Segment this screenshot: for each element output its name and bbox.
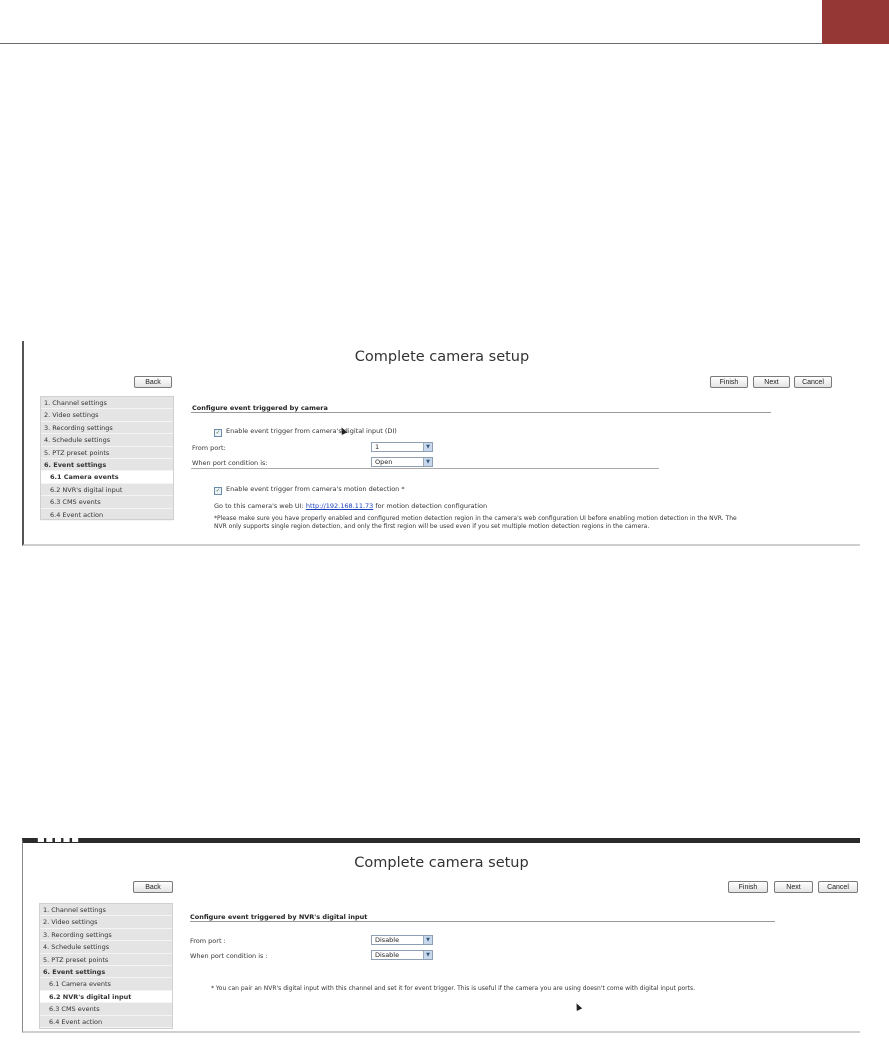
sidebar-item-cms-events[interactable]: 6.3 CMS events <box>41 496 173 508</box>
section-title: Configure event triggered by camera <box>192 404 328 412</box>
di-trigger-option <box>214 427 397 437</box>
separator-rule <box>191 468 659 469</box>
from-port-label: From port : <box>190 937 226 945</box>
sidebar-item-event-settings[interactable]: 6. Event settings <box>41 459 173 471</box>
note-line: NVR only supports single region detection, and only the first region will be used even if you set multiple motion detection regions in the camera. <box>214 522 650 530</box>
from-port-select[interactable] <box>371 935 433 945</box>
page-title: Complete camera setup <box>354 349 530 365</box>
page-title: Complete camera setup <box>354 855 529 871</box>
finish-button[interactable]: Finish <box>710 376 748 388</box>
sidebar-item-camera-events[interactable]: 6.1 Camera events <box>41 471 173 483</box>
back-button[interactable]: Back <box>134 376 172 388</box>
section-rule <box>191 412 771 413</box>
cancel-button[interactable]: Cancel <box>818 881 858 893</box>
motion-trigger-checkbox[interactable]: ✓ <box>215 488 221 494</box>
section-title: Configure event triggered by NVR's digital input <box>190 913 368 921</box>
chevron-down-icon: ▼ <box>423 443 432 451</box>
sidebar-item-video-settings[interactable]: 2. Video settings <box>40 916 172 928</box>
camera-web-ui-link[interactable]: http://192.168.11.73 <box>305 502 374 510</box>
sidebar-item-ptz-preset-points[interactable]: 5. PTZ preset points <box>41 447 173 459</box>
web-ui-suffix: for motion detection configuration <box>375 502 488 510</box>
sidebar-item-channel-settings[interactable]: 1. Channel settings <box>40 904 172 916</box>
nvr-input-note: * You can pair an NVR's digital input with this channel and set it for event trigger. This is useful if the camera you are using doesn't come with digital input ports. <box>211 985 696 992</box>
back-button[interactable]: Back <box>133 881 173 893</box>
port-condition-value: Open <box>375 458 393 466</box>
motion-detection-note <box>214 515 834 530</box>
finish-button[interactable]: Finish <box>728 881 768 893</box>
titlebar-dots: ■■■■■ <box>37 834 80 843</box>
mouse-cursor-icon <box>574 1002 582 1011</box>
sidebar-item-recording-settings[interactable]: 3. Recording settings <box>41 422 173 434</box>
from-port-value: 1 <box>375 443 380 451</box>
cancel-button[interactable]: Cancel <box>794 376 832 388</box>
di-trigger-checkbox[interactable]: ✓ <box>215 430 221 436</box>
sidebar-item-schedule-settings[interactable]: 4. Schedule settings <box>40 941 172 953</box>
port-condition-select[interactable] <box>371 950 433 960</box>
sidebar-item-channel-settings[interactable]: 1. Channel settings <box>41 397 173 409</box>
sidebar-item-nvr-digital-input[interactable]: 6.2 NVR's digital input <box>41 484 173 496</box>
motion-trigger-option <box>214 485 405 495</box>
next-button[interactable]: Next <box>753 376 790 388</box>
from-port-select[interactable] <box>371 442 433 452</box>
port-condition-value: Disable <box>375 951 400 959</box>
web-ui-line <box>214 502 487 510</box>
motion-trigger-label: Enable event trigger from camera's motion detection * <box>226 485 405 493</box>
sidebar-item-event-action[interactable]: 6.4 Event action <box>40 1016 172 1028</box>
port-condition-select[interactable] <box>371 457 433 467</box>
sidebar-item-nvr-digital-input[interactable]: 6.2 NVR's digital input <box>40 991 172 1003</box>
from-port-value: Disable <box>375 936 400 944</box>
settings-sidebar <box>40 396 174 520</box>
section-rule <box>190 921 775 922</box>
port-condition-label: When port condition is: <box>192 459 268 467</box>
nvr-digital-input-screenshot <box>22 834 860 1033</box>
sidebar-item-event-action[interactable]: 6.4 Event action <box>41 509 173 521</box>
settings-sidebar <box>39 903 173 1029</box>
sidebar-item-cms-events[interactable]: 6.3 CMS events <box>40 1003 172 1015</box>
sidebar-item-event-settings[interactable]: 6. Event settings <box>40 966 172 978</box>
header-rule <box>0 43 822 44</box>
chevron-down-icon: ▼ <box>423 936 432 944</box>
web-ui-prefix: Go to this camera's web UI: <box>214 502 304 510</box>
camera-events-screenshot <box>22 341 860 546</box>
sidebar-item-recording-settings[interactable]: 3. Recording settings <box>40 929 172 941</box>
from-port-label: From port: <box>192 444 226 452</box>
note-line: *Please make sure you have properly enabled and configured motion detection region in the camera's web configuration UI before enabling motion detection in the NVR. The <box>214 515 737 522</box>
next-button[interactable]: Next <box>774 881 813 893</box>
sidebar-item-camera-events[interactable]: 6.1 Camera events <box>40 978 172 990</box>
header-accent-tab <box>822 0 889 44</box>
chevron-down-icon: ▼ <box>423 458 432 466</box>
chevron-down-icon: ▼ <box>423 951 432 959</box>
port-condition-label: When port condition is : <box>190 952 268 960</box>
sidebar-item-ptz-preset-points[interactable]: 5. PTZ preset points <box>40 954 172 966</box>
sidebar-item-video-settings[interactable]: 2. Video settings <box>41 409 173 421</box>
sidebar-item-schedule-settings[interactable]: 4. Schedule settings <box>41 434 173 446</box>
di-trigger-label: Enable event trigger from camera's digital input (DI) <box>226 427 397 435</box>
